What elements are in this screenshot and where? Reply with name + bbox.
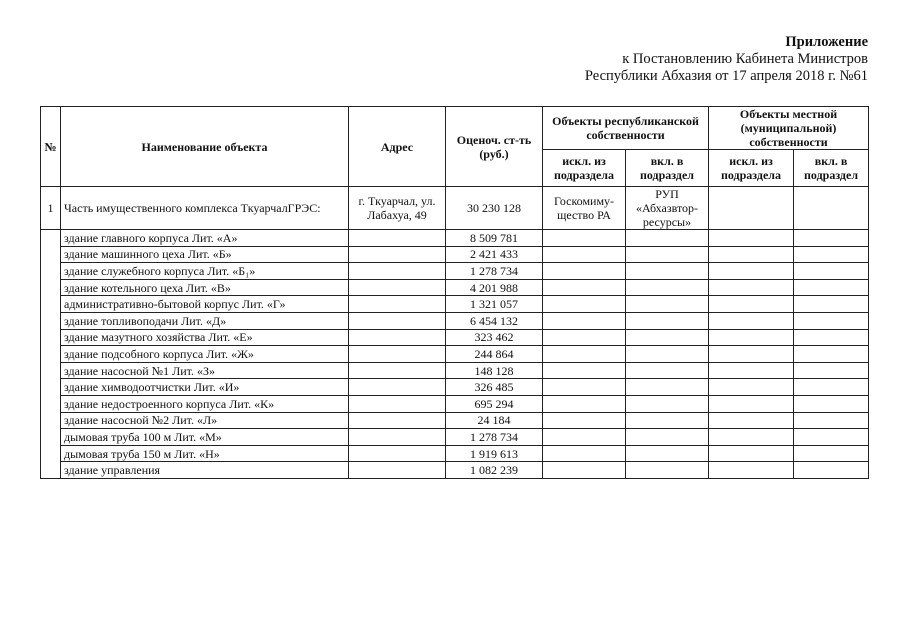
cell-rep-incl — [626, 462, 709, 479]
cell-num — [41, 429, 61, 446]
table-row — [41, 329, 869, 346]
cell-loc-excl — [709, 329, 794, 346]
cell-rep-excl — [543, 379, 626, 396]
cell-name: здание подсобного корпуса Лит. «Ж» — [61, 346, 349, 363]
cell-rep-excl — [543, 312, 626, 329]
col-address: Адрес — [349, 107, 446, 187]
cell-rep-incl — [626, 279, 709, 296]
table-row — [41, 263, 869, 280]
cell-rep-incl — [626, 329, 709, 346]
cell-loc-incl — [794, 263, 869, 280]
cell-loc-excl — [709, 263, 794, 280]
cell-rep-excl — [543, 445, 626, 462]
cell-loc-incl — [794, 329, 869, 346]
cell-name: здание машинного цеха Лит. «Б» — [61, 246, 349, 263]
col-local: Объекты местной (муниципальной) собственности — [709, 107, 869, 150]
cell-name: Часть имущественного комплекса ТкуарчалГРЭС: — [61, 187, 349, 230]
appendix-title: Приложение — [785, 34, 868, 50]
cell-num — [41, 412, 61, 429]
cell-num — [41, 445, 61, 462]
cell-num — [41, 246, 61, 263]
cell-rep-incl — [626, 445, 709, 462]
cell-rep-excl — [543, 296, 626, 313]
cell-rep-incl — [626, 296, 709, 313]
cell-value: 8 509 781 — [446, 230, 543, 247]
cell-name: здание служебного корпуса Лит. «Б₁» — [61, 263, 349, 280]
cell-loc-incl — [794, 230, 869, 247]
cell-rep-incl — [626, 246, 709, 263]
cell-address — [349, 346, 446, 363]
cell-loc-incl — [794, 395, 869, 412]
cell-address — [349, 329, 446, 346]
cell-loc-excl — [709, 379, 794, 396]
cell-rep-incl — [626, 346, 709, 363]
cell-address — [349, 395, 446, 412]
cell-loc-incl — [794, 346, 869, 363]
cell-rep-incl: РУП «Абхазвтор-ресурсы» — [626, 187, 709, 230]
cell-loc-excl — [709, 429, 794, 446]
cell-loc-excl — [709, 445, 794, 462]
table-row — [41, 412, 869, 429]
cell-loc-excl — [709, 296, 794, 313]
cell-address — [349, 445, 446, 462]
cell-num — [41, 296, 61, 313]
cell-num — [41, 279, 61, 296]
cell-num — [41, 362, 61, 379]
cell-name: дымовая труба 100 м Лит. «М» — [61, 429, 349, 446]
cell-address — [349, 462, 446, 479]
cell-name: здание химводоотчистки Лит. «И» — [61, 379, 349, 396]
col-rep-excl: искл. из подраздела — [543, 150, 626, 187]
table-row — [41, 395, 869, 412]
col-value: Оценоч. ст-ть (руб.) — [446, 107, 543, 187]
table-row — [41, 445, 869, 462]
cell-address — [349, 312, 446, 329]
cell-rep-excl — [543, 412, 626, 429]
cell-loc-incl — [794, 246, 869, 263]
cell-rep-excl — [543, 362, 626, 379]
cell-value: 1 321 057 — [446, 296, 543, 313]
cell-loc-incl — [794, 412, 869, 429]
cell-address — [349, 263, 446, 280]
table-row — [41, 246, 869, 263]
cell-rep-excl — [543, 230, 626, 247]
cell-loc-incl — [794, 187, 869, 230]
table-row — [41, 462, 869, 479]
cell-loc-excl — [709, 362, 794, 379]
cell-name: здание главного корпуса Лит. «А» — [61, 230, 349, 247]
table-row — [41, 362, 869, 379]
cell-loc-incl — [794, 362, 869, 379]
cell-rep-incl — [626, 362, 709, 379]
cell-loc-excl — [709, 187, 794, 230]
cell-address — [349, 379, 446, 396]
cell-loc-excl — [709, 312, 794, 329]
table-row — [41, 429, 869, 446]
cell-name: административно-бытовой корпус Лит. «Г» — [61, 296, 349, 313]
cell-address — [349, 246, 446, 263]
col-loc-excl: искл. из подраздела — [709, 150, 794, 187]
cell-value: 1 082 239 — [446, 462, 543, 479]
cell-value: 244 864 — [446, 346, 543, 363]
cell-loc-incl — [794, 379, 869, 396]
cell-name: дымовая труба 150 м Лит. «Н» — [61, 445, 349, 462]
cell-value: 323 462 — [446, 329, 543, 346]
cell-num — [41, 230, 61, 247]
table-row — [41, 230, 869, 247]
cell-address — [349, 279, 446, 296]
cell-address: г. Ткуарчал, ул. Лабахуа, 49 — [349, 187, 446, 230]
property-table — [40, 106, 869, 479]
cell-rep-excl — [543, 329, 626, 346]
cell-name: здание мазутного хозяйства Лит. «Е» — [61, 329, 349, 346]
table-row — [41, 296, 869, 313]
cell-value: 4 201 988 — [446, 279, 543, 296]
cell-name: здание насосной №2 Лит. «Л» — [61, 412, 349, 429]
cell-name: здание котельного цеха Лит. «В» — [61, 279, 349, 296]
cell-num — [41, 462, 61, 479]
cell-loc-excl — [709, 395, 794, 412]
cell-name: здание топливоподачи Лит. «Д» — [61, 312, 349, 329]
cell-address — [349, 296, 446, 313]
cell-loc-excl — [709, 246, 794, 263]
table-row — [41, 346, 869, 363]
cell-value: 30 230 128 — [446, 187, 543, 230]
cell-address — [349, 429, 446, 446]
cell-rep-incl — [626, 263, 709, 280]
cell-value: 148 128 — [446, 362, 543, 379]
cell-rep-incl — [626, 412, 709, 429]
cell-loc-excl — [709, 412, 794, 429]
table-row — [41, 312, 869, 329]
cell-rep-excl: Госкомиму-щество РА — [543, 187, 626, 230]
cell-loc-incl — [794, 445, 869, 462]
cell-name: здание недостроенного корпуса Лит. «К» — [61, 395, 349, 412]
col-republic: Объекты республиканской собственности — [543, 107, 709, 150]
cell-rep-incl — [626, 395, 709, 412]
appendix-decree: Республики Абхазия от 17 апреля 2018 г. №61 — [584, 68, 868, 84]
cell-value: 1 919 613 — [446, 445, 543, 462]
col-num: № — [41, 107, 61, 187]
col-loc-incl: вкл. в подраздел — [794, 150, 869, 187]
cell-value: 1 278 734 — [446, 429, 543, 446]
cell-rep-excl — [543, 263, 626, 280]
cell-loc-incl — [794, 429, 869, 446]
cell-rep-excl — [543, 462, 626, 479]
cell-num — [41, 263, 61, 280]
cell-loc-excl — [709, 462, 794, 479]
cell-loc-excl — [709, 346, 794, 363]
cell-value: 326 485 — [446, 379, 543, 396]
cell-rep-incl — [626, 379, 709, 396]
cell-num — [41, 312, 61, 329]
cell-value: 24 184 — [446, 412, 543, 429]
cell-name: здание насосной №1 Лит. «З» — [61, 362, 349, 379]
appendix-reference: к Постановлению Кабинета Министров — [622, 51, 868, 67]
cell-loc-excl — [709, 279, 794, 296]
cell-rep-excl — [543, 246, 626, 263]
cell-num — [41, 395, 61, 412]
table-row — [41, 279, 869, 296]
cell-value: 695 294 — [446, 395, 543, 412]
cell-num — [41, 329, 61, 346]
cell-num — [41, 379, 61, 396]
cell-value: 1 278 734 — [446, 263, 543, 280]
cell-name: здание управления — [61, 462, 349, 479]
cell-value: 2 421 433 — [446, 246, 543, 263]
cell-address — [349, 230, 446, 247]
cell-rep-excl — [543, 429, 626, 446]
cell-rep-excl — [543, 395, 626, 412]
cell-loc-excl — [709, 230, 794, 247]
cell-loc-incl — [794, 279, 869, 296]
cell-address — [349, 362, 446, 379]
cell-loc-incl — [794, 462, 869, 479]
cell-value: 6 454 132 — [446, 312, 543, 329]
cell-rep-incl — [626, 429, 709, 446]
table-row-main — [41, 187, 869, 230]
cell-address — [349, 412, 446, 429]
cell-rep-excl — [543, 346, 626, 363]
cell-rep-incl — [626, 312, 709, 329]
cell-num: 1 — [41, 187, 61, 230]
col-name: Наименование объекта — [61, 107, 349, 187]
cell-rep-excl — [543, 279, 626, 296]
col-rep-incl: вкл. в подраздел — [626, 150, 709, 187]
cell-num — [41, 346, 61, 363]
cell-rep-incl — [626, 230, 709, 247]
cell-loc-incl — [794, 296, 869, 313]
table-row — [41, 379, 869, 396]
cell-loc-incl — [794, 312, 869, 329]
